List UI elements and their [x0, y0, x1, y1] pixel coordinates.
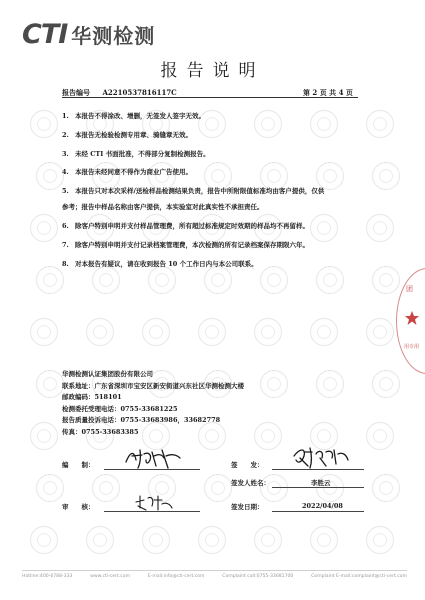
clause-item [62, 186, 362, 212]
footer-complaint-call: Complaint call:0755-33681700 [222, 574, 294, 579]
footer-rule [22, 570, 407, 571]
clause-number: 3. [62, 149, 69, 158]
issue-date-value: 2022/04/08 [302, 502, 343, 510]
signer-underline [272, 487, 364, 488]
prepared-label: 编 制： [62, 461, 95, 469]
watermark-mark [310, 526, 338, 554]
consign-phone: 检测委托受理电话：0755-33681225 [62, 404, 178, 413]
reviewed-label: 审 核： [62, 503, 95, 511]
watermark-mark [86, 318, 114, 346]
clause-list [62, 111, 362, 277]
watermark-mark [254, 422, 282, 450]
clause-number: 2. [62, 130, 69, 139]
clause-item [62, 111, 362, 121]
clause-item [62, 149, 362, 159]
clause-text: 本报告未经同意不得作为商业广告使用。 [75, 168, 192, 177]
company-fax: 传真：0755-33683385 [62, 427, 139, 436]
footer-website: www.cti-cert.com [90, 574, 131, 579]
clause-text: 除客户特别申明并支付样品管理费，所有超过标准规定时效期的样品均不再留样。 [75, 221, 309, 230]
watermark-mark [30, 110, 58, 138]
clause-text: 本报告不得涂改、增删，无签发人签字无效。 [75, 112, 205, 120]
signer-name-value: 李胜云 [311, 479, 331, 487]
clause-text: 本报告无检验检测专用章、骑缝章无效。 [75, 130, 192, 139]
watermark-mark [142, 526, 170, 554]
company-logo [22, 20, 155, 48]
watermark-mark [316, 370, 344, 398]
clause-text-continued: 参考；报告中样品名称由客户提供，本实验室对此真实性不承担责任。 [62, 203, 264, 212]
watermark-mark [372, 474, 400, 502]
seal-star-icon [404, 310, 420, 326]
clause-item [62, 221, 362, 231]
watermark-mark [310, 318, 338, 346]
watermark-mark [36, 474, 64, 502]
clause-item [62, 259, 362, 269]
report-number-value: A2210537816117C [102, 88, 177, 97]
report-number-label: 报告编号 [62, 88, 90, 97]
watermark-mark [372, 266, 400, 294]
watermark-mark [204, 474, 232, 502]
clause-item [62, 167, 362, 177]
watermark-mark [372, 162, 400, 190]
clause-item [62, 130, 362, 140]
header-rule [62, 97, 358, 98]
watermark-mark [366, 214, 394, 242]
watermark-mark [254, 526, 282, 554]
clause-number: 8. [62, 259, 69, 268]
footer-hotline: Hotline:400-6788-333 [22, 574, 73, 579]
watermark-mark [30, 526, 58, 554]
watermark-mark [30, 422, 58, 450]
clause-text: 对本报告有疑议，请在收到报告 10 个工作日内与本公司联系。 [75, 259, 258, 268]
company-contact-block [62, 369, 244, 439]
watermark-mark [366, 110, 394, 138]
logo-latin: CTI [22, 18, 68, 50]
seal-text-bottom: 用专用 [404, 344, 420, 350]
watermark-mark [142, 318, 170, 346]
clause-number: 6. [62, 221, 69, 230]
clause-text-block [62, 186, 362, 212]
watermark-mark [86, 526, 114, 554]
company-address: 联系地址：广东省深圳市宝安区新安街道兴东社区华测检测大楼 [62, 381, 244, 390]
logo-chinese: 华测检测 [71, 23, 156, 48]
complaint-phone: 报告质量投诉电话：0755-33683986，33682778 [62, 416, 221, 425]
watermark-mark [92, 474, 120, 502]
issue-date-underline [272, 511, 364, 512]
clause-text: 除客户特别申明并支付记录档案管理费，本次检测的所有记录档案保存期限六年。 [75, 240, 309, 249]
page-title: 报告说明 [160, 61, 265, 81]
reviewed-signature-icon [132, 492, 176, 512]
clause-text: 未经 CTI 书面批准，不得部分复制检测报告。 [75, 149, 210, 158]
issue-date-label: 签发日期： [231, 503, 264, 511]
issued-label: 签 发： [231, 461, 264, 469]
watermark-mark [36, 370, 64, 398]
page-info: 第 2 页 共 4 页 [303, 88, 353, 97]
clause-number: 5. [62, 187, 69, 196]
issued-signature-icon [290, 444, 352, 470]
watermark-mark [366, 318, 394, 346]
page-footer [22, 574, 407, 579]
footer-email: E-mail:info@cti-cert.com [147, 574, 205, 579]
company-postcode: 邮政编码：518101 [62, 393, 122, 402]
watermark-mark [366, 422, 394, 450]
watermark-mark [254, 318, 282, 346]
watermark-mark [198, 526, 226, 554]
watermark-mark [30, 214, 58, 242]
footer-complaint-email: Complaint E-mail:complaint@cti-cert.com [311, 574, 407, 579]
watermark-mark [36, 266, 64, 294]
watermark-mark [260, 370, 288, 398]
clause-item [62, 240, 362, 250]
watermark-mark [36, 162, 64, 190]
clause-number: 4. [62, 168, 69, 177]
prepared-signature-icon [122, 446, 186, 470]
clause-text: 本报告只对本次采样/送检样品检测结果负责，报告中所附限值标准均由客户提供，仅供 [75, 187, 325, 196]
clause-number: 1. [62, 112, 69, 120]
watermark-mark [30, 318, 58, 346]
watermark-mark [366, 526, 394, 554]
watermark-mark [198, 318, 226, 346]
signer-name-label: 签发人姓名： [231, 479, 270, 487]
company-name: 华测检测认证集团股份有限公司 [62, 370, 153, 378]
clause-number: 7. [62, 240, 69, 249]
watermark-mark [372, 370, 400, 398]
seal-text-top: 团 [406, 285, 413, 293]
